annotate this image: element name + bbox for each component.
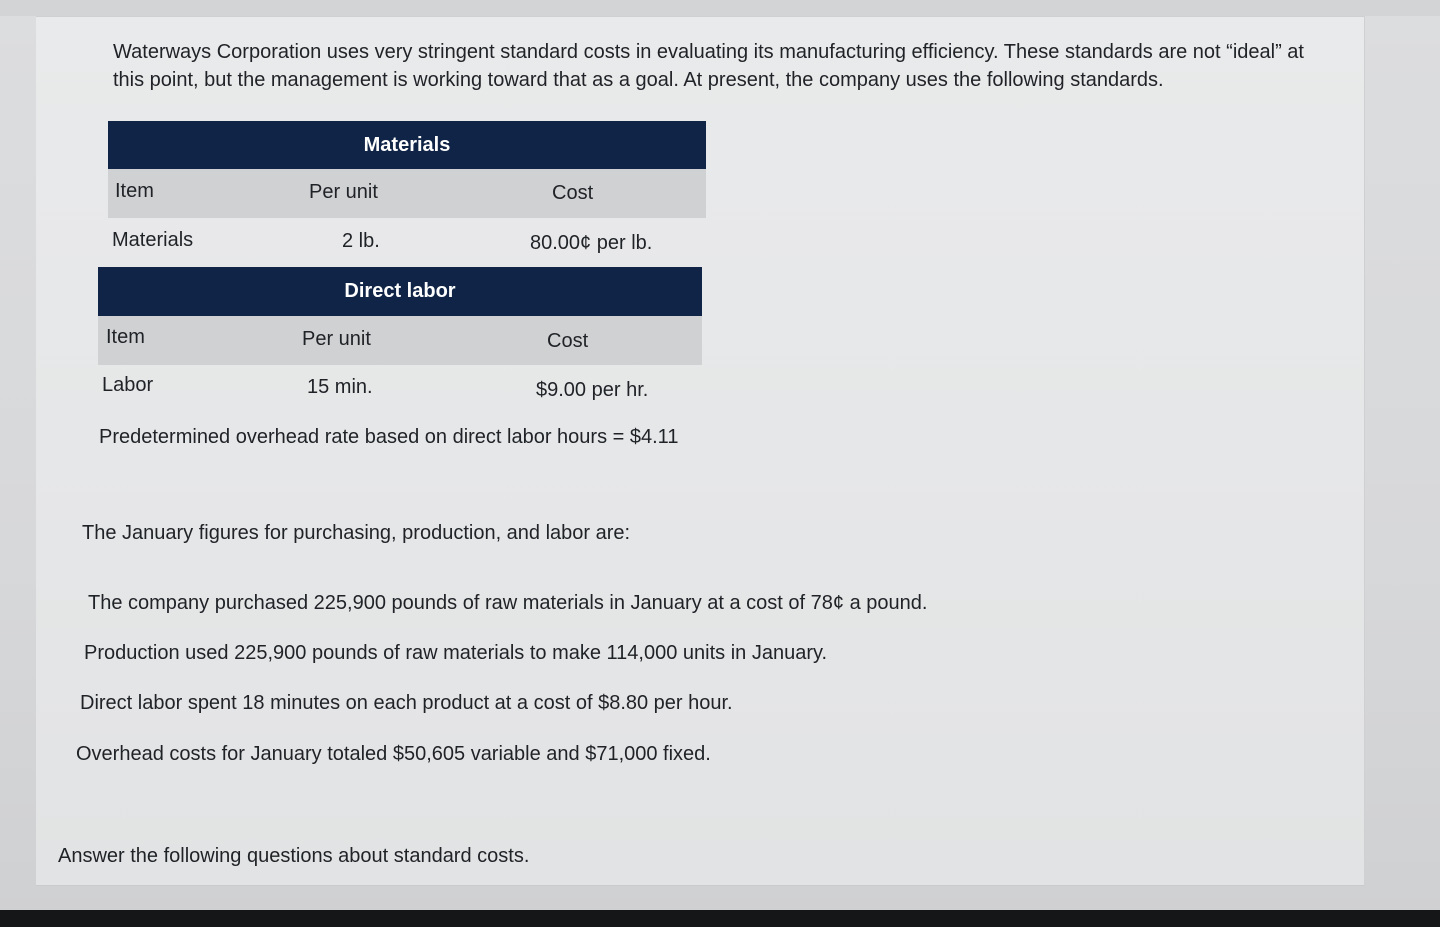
materials-table-title: Materials bbox=[108, 121, 706, 169]
closing-instruction: Answer the following questions about standard costs. bbox=[58, 845, 530, 867]
january-item-production: Production used 225,900 pounds of raw materials to make 114,000 units in January. bbox=[84, 642, 828, 664]
materials-table bbox=[108, 121, 706, 266]
table-row bbox=[108, 218, 706, 266]
column-header-per-unit: Per unit bbox=[309, 181, 378, 203]
direct-labor-table bbox=[98, 267, 702, 413]
cell-item: Materials bbox=[112, 229, 194, 251]
top-strip bbox=[0, 0, 1440, 16]
cell-per-unit: 15 min. bbox=[307, 376, 373, 398]
january-item-overhead: Overhead costs for January totaled $50,605 variable and $71,000 fixed. bbox=[76, 743, 711, 765]
cell-cost: $9.00 per hr. bbox=[536, 379, 649, 401]
cell-cost: 80.00¢ per lb. bbox=[530, 232, 653, 254]
column-header-cost: Cost bbox=[552, 182, 594, 204]
cell-per-unit: 2 lb. bbox=[342, 230, 380, 252]
materials-table-header-row bbox=[108, 169, 706, 218]
cell-item: Labor bbox=[102, 374, 154, 396]
january-intro: The January figures for purchasing, production, and labor are: bbox=[82, 522, 631, 544]
column-header-cost: Cost bbox=[547, 330, 589, 352]
column-header-item: Item bbox=[115, 180, 154, 202]
screen-bottom-edge bbox=[0, 910, 1440, 927]
january-item-direct-labor: Direct labor spent 18 minutes on each product at a cost of $8.80 per hour. bbox=[80, 692, 733, 714]
january-item-purchases: The company purchased 225,900 pounds of raw materials in January at a cost of 78¢ a pound. bbox=[88, 592, 928, 614]
table-row bbox=[98, 365, 702, 413]
overhead-rate-line: Predetermined overhead rate based on direct labor hours = $4.11 bbox=[99, 426, 679, 448]
column-header-item: Item bbox=[106, 326, 145, 348]
column-header-per-unit: Per unit bbox=[302, 328, 371, 350]
intro-paragraph: Waterways Corporation uses very stringent standard costs in evaluating its manufacturing efficiency. These standards are not “ideal” at this point, but the management is working toward that as a goal. At present, the company uses the following standards. bbox=[113, 41, 1304, 91]
labor-table-title: Direct labor bbox=[98, 267, 702, 316]
labor-table-header-row bbox=[98, 316, 702, 365]
